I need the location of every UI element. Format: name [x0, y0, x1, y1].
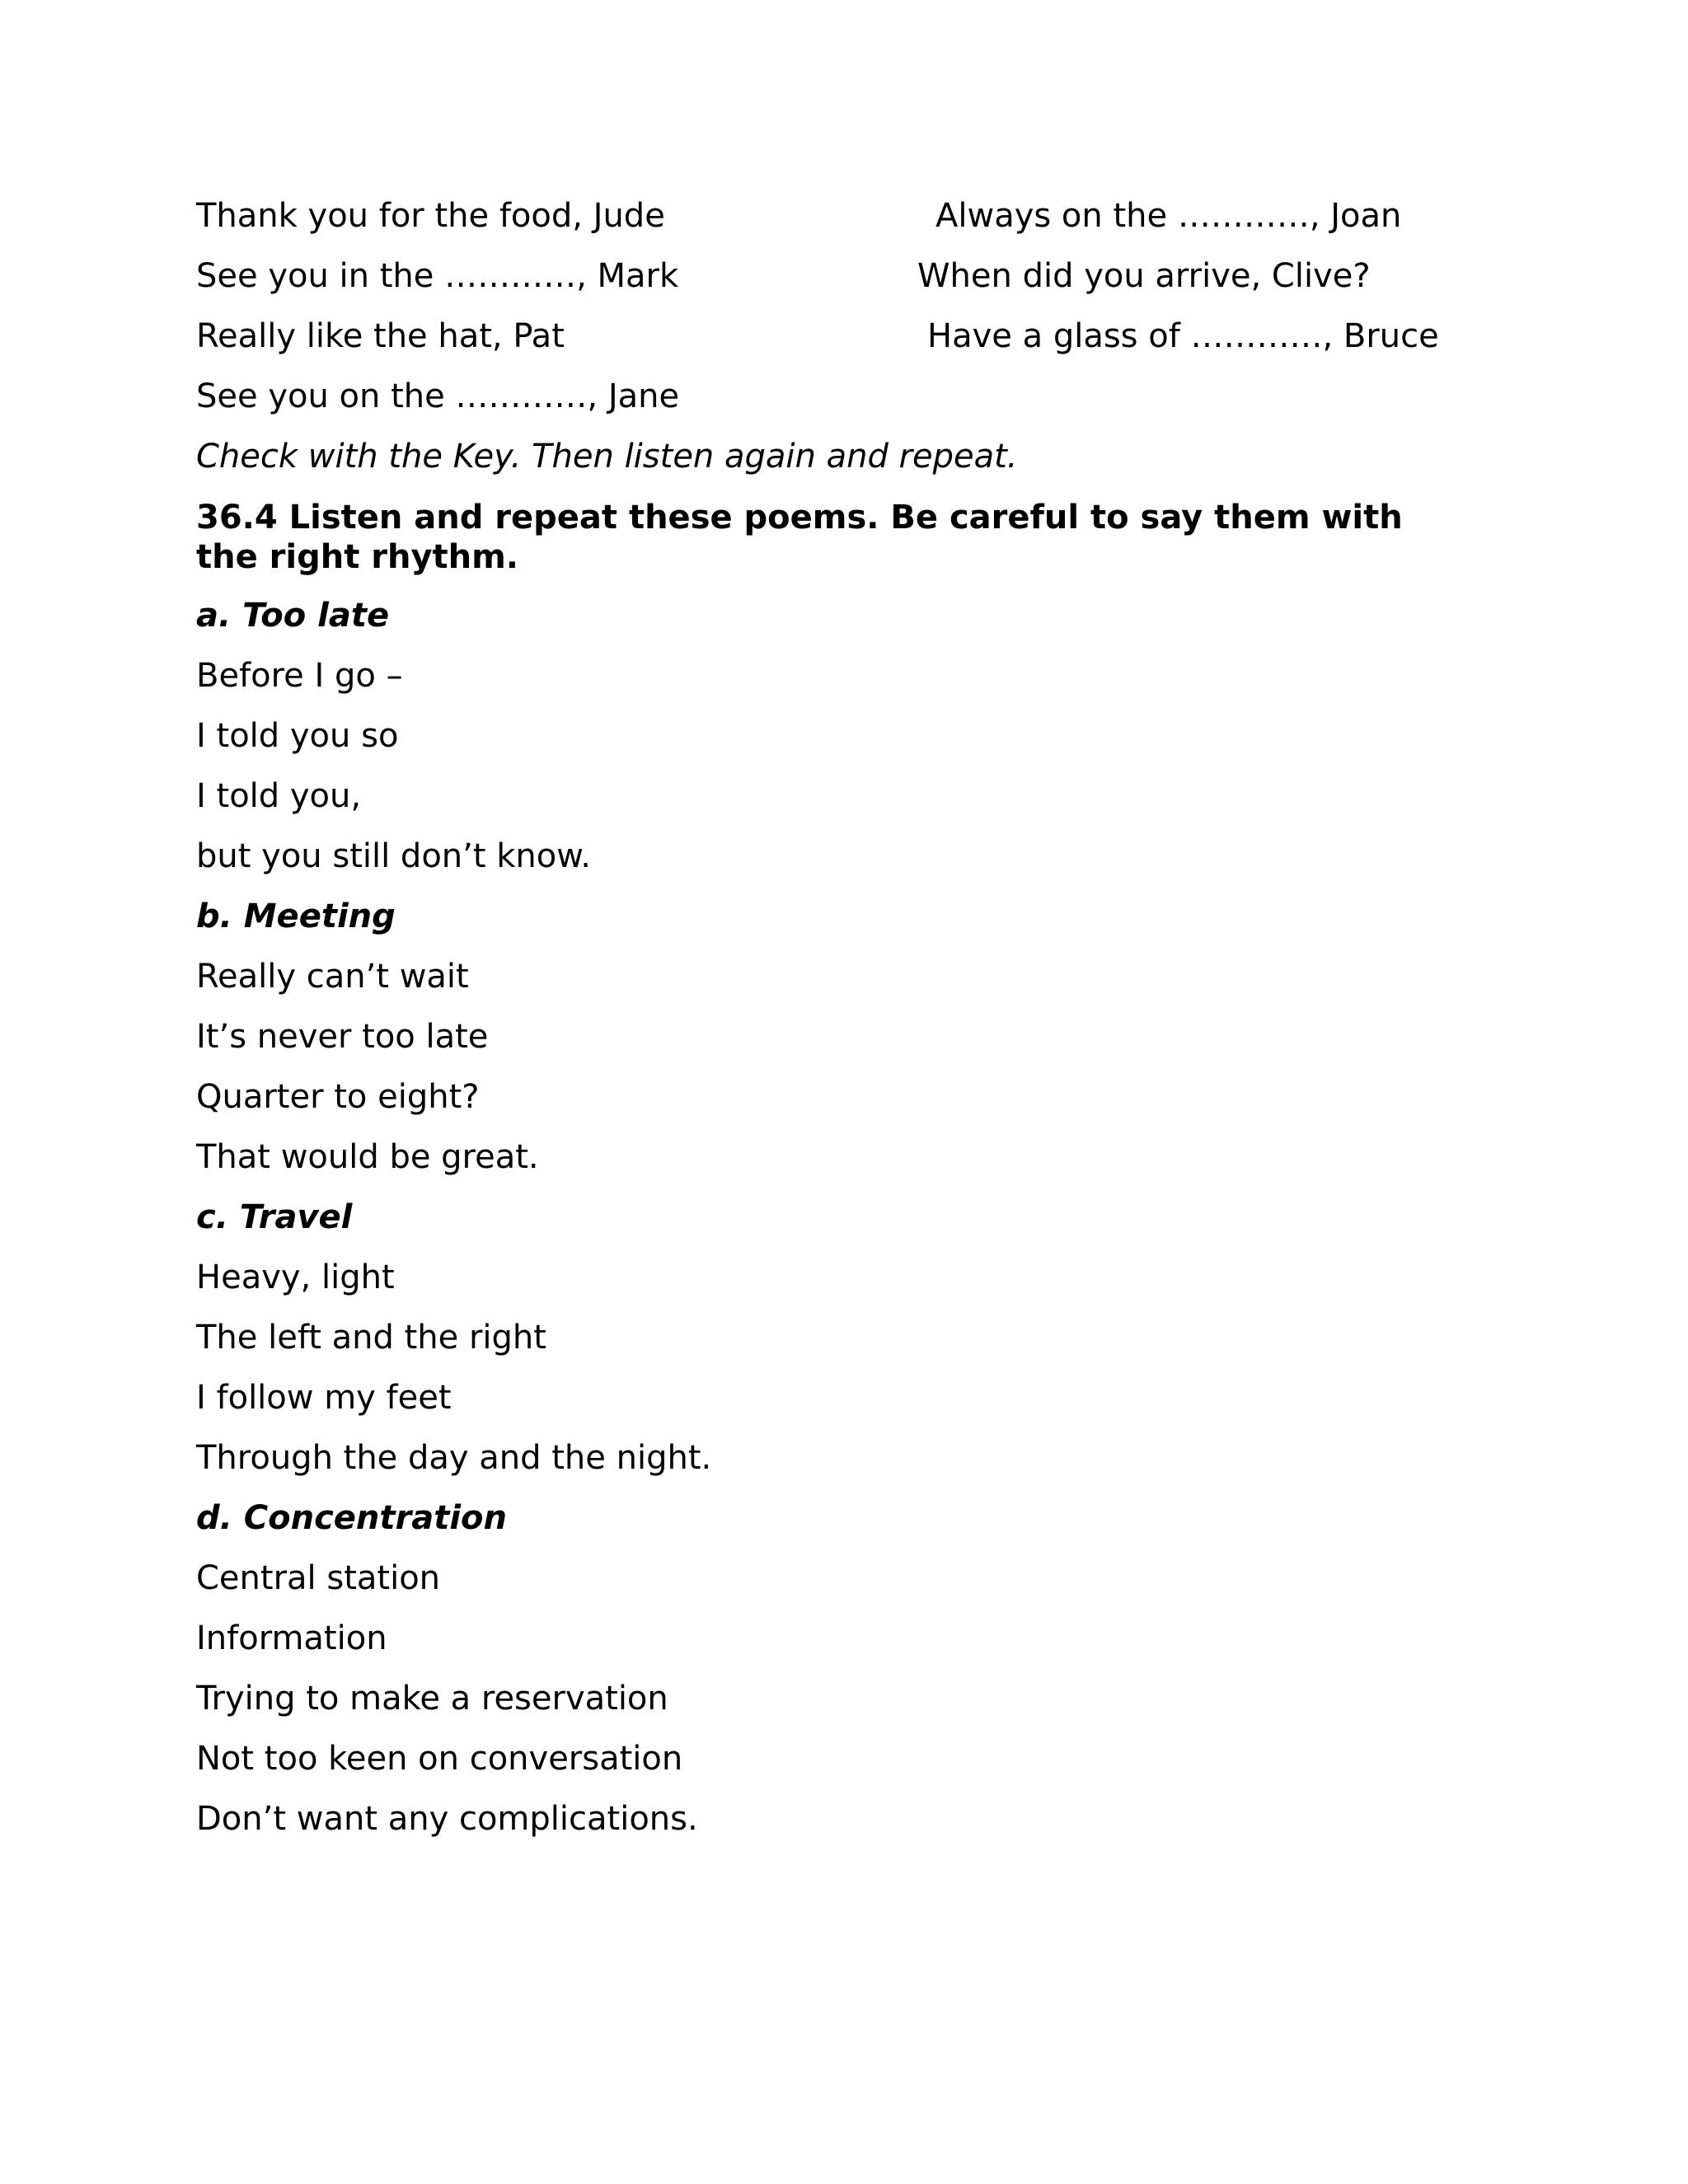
poem-line: That would be great.	[196, 1138, 539, 1176]
exercise-line-right-1: Always on the …………, Joan	[935, 197, 1402, 235]
poem-line: Heavy, light	[196, 1258, 395, 1296]
poem-line: It’s never too late	[196, 1018, 489, 1056]
poem-line: The left and the right	[196, 1319, 546, 1357]
exercise-line-left-1: Thank you for the food, Jude	[196, 197, 665, 235]
poem-line: but you still don’t know.	[196, 837, 592, 875]
instruction-text: Check with the Key. Then listen again and repeat.	[196, 438, 1018, 476]
exercise-line-right-3: Have a glass of …………, Bruce	[927, 317, 1439, 355]
poem-line: Information	[196, 1619, 387, 1657]
poem-line: Not too keen on conversation	[196, 1740, 683, 1778]
poem-line: Before I go –	[196, 657, 403, 695]
poem-title-a: a. Too late	[196, 597, 390, 635]
poem-line: Really can’t wait	[196, 958, 469, 996]
exercise-line-right-2: When did you arrive, Clive?	[917, 257, 1371, 295]
poem-title-d: d. Concentration	[196, 1499, 508, 1537]
poem-line: Through the day and the night.	[196, 1439, 712, 1477]
poem-line: Trying to make a reservation	[196, 1680, 668, 1718]
exercise-line-left-2: See you in the …………, Mark	[196, 257, 679, 295]
exercise-line-left-4: See you on the …………, Jane	[196, 377, 680, 415]
poem-line: Don’t want any complications.	[196, 1800, 698, 1838]
poem-line: Quarter to eight?	[196, 1078, 480, 1116]
poem-line: Central station	[196, 1559, 441, 1597]
poem-line: I follow my feet	[196, 1379, 452, 1417]
poem-line: I told you,	[196, 777, 362, 815]
poem-title-b: b. Meeting	[196, 898, 396, 935]
exercise-line-left-3: Really like the hat, Pat	[196, 317, 565, 355]
poem-title-c: c. Travel	[196, 1198, 353, 1236]
poem-line: I told you so	[196, 717, 399, 755]
section-heading: 36.4 Listen and repeat these poems. Be careful to say them with the right rhythm.	[196, 499, 1403, 576]
